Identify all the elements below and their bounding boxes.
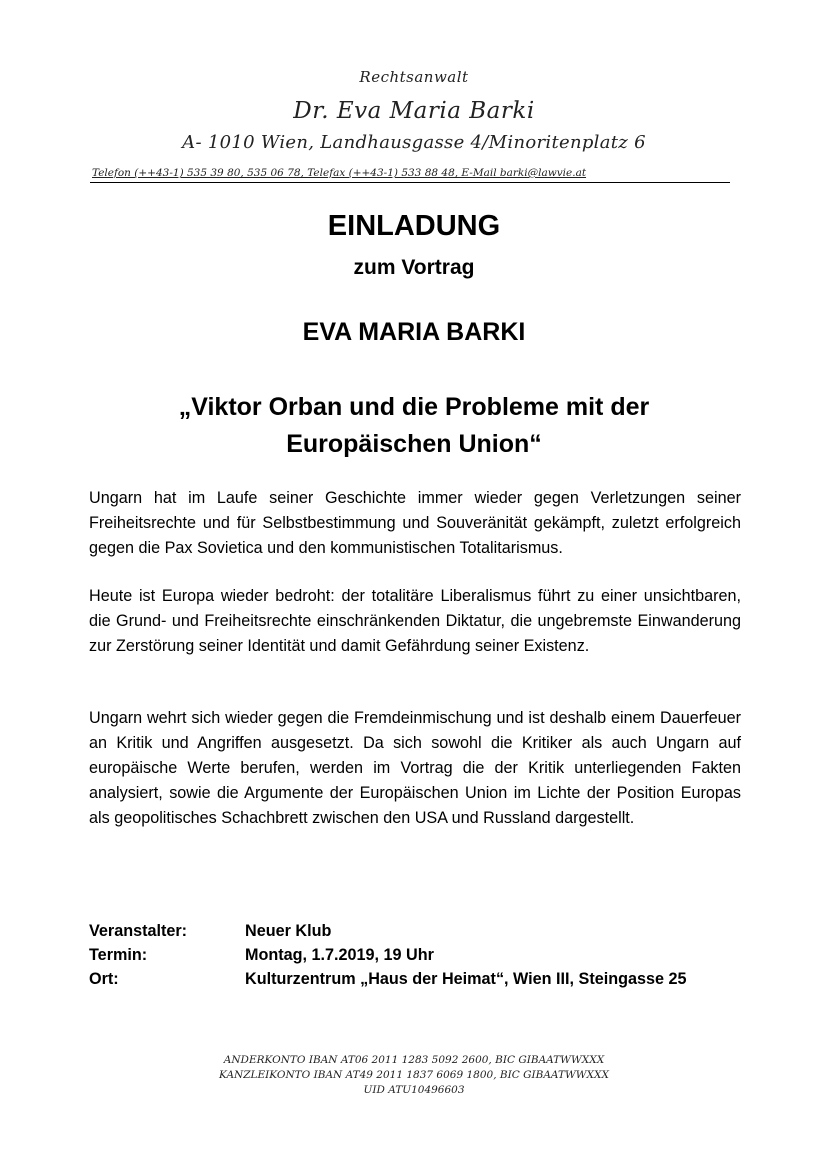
- organizer-label: Veranstalter:: [89, 922, 188, 940]
- footer-vat-id: UID ATU10496603: [363, 1084, 465, 1096]
- event-details: [89, 919, 749, 991]
- detail-row-place: [89, 967, 749, 991]
- letterhead-address: A- 1010 Wien, Landhausgasse 4/Minoritenplatz 6: [182, 132, 646, 153]
- document-title: EINLADUNG: [327, 210, 501, 242]
- date-value: Montag, 1.7.2019, 19 Uhr: [245, 946, 434, 964]
- footer-bank-details: [0, 1053, 828, 1098]
- body-paragraph-1: Ungarn hat im Laufe seiner Geschichte immer wieder gegen Verletzungen seiner Freiheitsrechte und für Selbstbestimmung und Souveränität gekämpft, zuletzt erfolgreich gegen die Pax Sovietica und den kommunistischen Totalitarismus.: [89, 489, 741, 557]
- footer-office-account: KANZLEIKONTO IBAN AT49 2011 1837 6069 1800, BIC GIBAATWWXXX: [219, 1069, 609, 1081]
- letterhead-contact: Telefon (++43-1) 535 39 80, 535 06 78, Telefax (++43-1) 533 88 48, E-Mail barki@lawvie.at: [92, 167, 587, 179]
- place-label: Ort:: [89, 970, 119, 988]
- detail-row-date: [89, 943, 749, 967]
- speaker-name: EVA MARIA BARKI: [302, 318, 526, 346]
- detail-row-organizer: [89, 919, 749, 943]
- lecture-topic-line-1: „Viktor Orban und die Probleme mit der: [178, 393, 650, 421]
- date-label: Termin:: [89, 946, 148, 964]
- place-value: Kulturzentrum „Haus der Heimat“, Wien III, Steingasse 25: [245, 970, 687, 988]
- letterhead-name: Dr. Eva Maria Barki: [293, 98, 535, 124]
- footer-trust-account: ANDERKONTO IBAN AT06 2011 1283 5092 2600, BIC GIBAATWWXXX: [223, 1054, 605, 1066]
- lecture-topic: [0, 389, 828, 463]
- letterhead-divider: [90, 182, 730, 183]
- body-paragraph-3: Ungarn wehrt sich wieder gegen die Fremdeinmischung und ist deshalb einem Dauerfeuer an Kritik und Angriffen ausgesetzt. Da sich sowohl die Kritiker als auch Ungarn auf europäische Werte berufen, werden im Vortrag die der Kritik unterliegenden Fakten analysiert, sowie die Argumente der Europäischen Union im Lichte der Position Europas als geopolitisches Schachbrett zwischen den USA und Russland dargestellt.: [89, 709, 741, 827]
- organizer-value: Neuer Klub: [245, 922, 332, 940]
- letterhead-profession: Rechtsanwalt: [359, 68, 469, 86]
- document-subtitle: zum Vortrag: [353, 256, 475, 279]
- lecture-topic-line-2: Europäischen Union“: [286, 430, 542, 458]
- body-paragraph-2: Heute ist Europa wieder bedroht: der totalitäre Liberalismus führt zu einer unsichtbaren, die Grund- und Freiheitsrechte einschränkenden Diktatur, die ungebremste Einwanderung zur Zerstörung seiner Identität und damit Gefährdung seiner Existenz.: [89, 587, 741, 655]
